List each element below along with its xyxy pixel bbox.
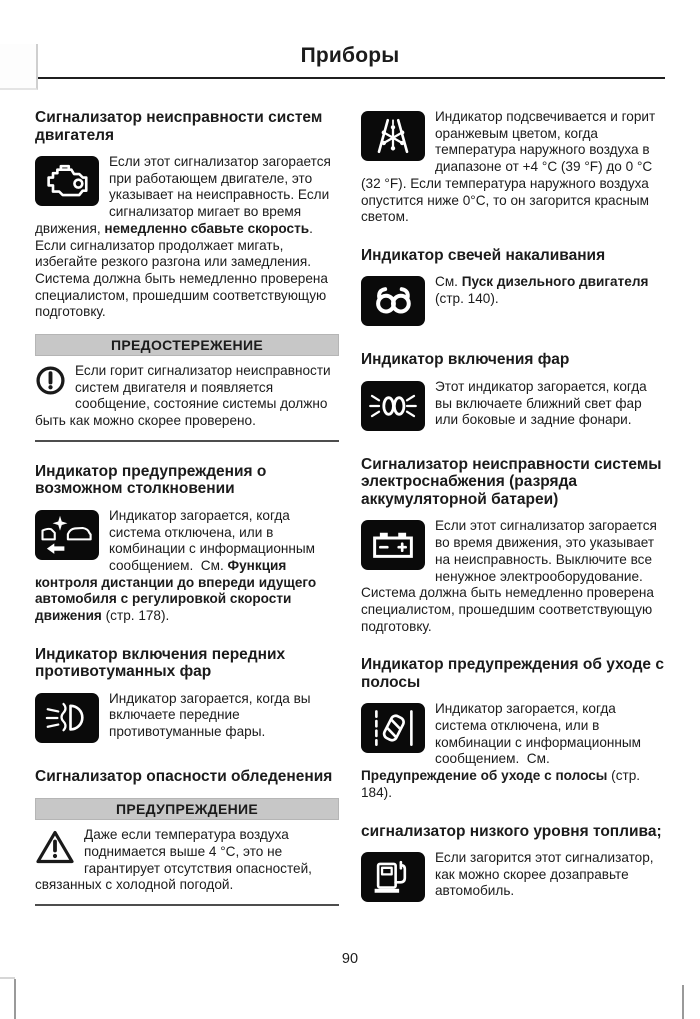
section-heading-glow-plug: Индикатор свечей накаливания bbox=[361, 246, 606, 264]
section-front-fog bbox=[35, 691, 339, 747]
lane-departure-icon bbox=[361, 703, 425, 753]
section-body: См. Пуск дизельного двигателя (стр. 140). bbox=[435, 274, 653, 307]
fuel-pump-icon bbox=[361, 852, 425, 902]
section-lane-departure bbox=[361, 701, 665, 801]
collision-warning-icon bbox=[35, 510, 99, 560]
caution-box-title: ПРЕДОСТЕРЕЖЕНИЕ bbox=[35, 334, 339, 356]
glow-plug-icon bbox=[361, 276, 425, 326]
section-heading-front-fog: Индикатор включения передних противотуманных фар bbox=[35, 645, 286, 681]
warning-box-text: Даже если температура воздуха поднимается выше 4 °С, это не гарантирует отсутствия опасностей, связанных с холодной погодой. bbox=[35, 827, 316, 893]
section-body: Индикатор загорается, когда вы включаете передние противотуманные фары. bbox=[109, 690, 315, 740]
section-body: Если этот сигнализатор загорается во время движения, это указывает на неисправность. Выключите все ненужное электрооборудование. Система должна быть немедленно проверена специалистом, прошедшим соответствующую подготовку. bbox=[361, 518, 661, 634]
section-body: Этот индикатор загорается, когда вы включаете ближний свет фар или боковые и задние фонари. bbox=[435, 378, 651, 428]
title-rule bbox=[35, 77, 665, 79]
section-outside-temp bbox=[361, 109, 665, 226]
section-heading-headlights: Индикатор включения фар bbox=[361, 351, 570, 369]
section-glow-plug bbox=[361, 274, 665, 330]
right-column bbox=[361, 109, 665, 919]
battery-icon bbox=[361, 520, 425, 570]
section-body: Индикатор загорается, когда система отключена, или в комбинации с информационным сообщением. См. Функция контроля дистанции до впереди идущего автомобиля с регулировкой скорости движения (стр. 178). bbox=[35, 507, 321, 624]
warning-box-title: ПРЕДУПРЕЖДЕНИЕ bbox=[35, 798, 339, 820]
section-engine-fault bbox=[35, 154, 339, 321]
exclamation-circle-icon bbox=[35, 365, 66, 401]
section-low-fuel bbox=[361, 850, 665, 906]
scan-artifact-corner bbox=[0, 44, 38, 90]
section-body: Индикатор подсвечивается и горит оранжевым цветом, когда температура наружного воздуха в диапазоне от +4 °С (39 °F) до 0 °С (32 °F). Если температура наружного воздуха опустится ниже 0°С, то он загорится красным светом. bbox=[361, 109, 659, 225]
section-battery bbox=[361, 518, 665, 635]
section-body: Если этот сигнализатор загорается при работающем двигателе, это указывает на неисправность. Если сигнализатор мигает во время движения, немедленно сбавьте скорость. Если сигнализатор продолжает мигать, избегайте резкого разгона или замедления. Система должна быть немедленно проверена специалистом, прошедшим соответствующую подготовку. bbox=[35, 154, 335, 320]
caution-box-text: Если горит сигнализатор неисправности систем двигателя и появляется сообщение, состояние системы должно быть как можно скорее проверено. bbox=[35, 363, 335, 429]
warning-triangle-icon bbox=[35, 829, 75, 870]
scan-artifact-edge-left bbox=[14, 979, 16, 1019]
section-heading-collision: Индикатор предупреждения о возможном столкновении bbox=[35, 462, 267, 498]
section-heading-lane-departure: Индикатор предупреждения об уходе с полосы bbox=[361, 656, 664, 691]
section-headlights bbox=[361, 379, 665, 435]
manual-page bbox=[0, 44, 700, 967]
left-column bbox=[35, 109, 339, 919]
section-body: Если загорится этот сигнализатор, как можно скорее дозаправьте автомобиль. bbox=[435, 850, 658, 899]
front-fog-lamp-icon bbox=[35, 693, 99, 743]
page-title: Приборы bbox=[300, 44, 400, 67]
section-heading-engine-fault: Сигнализатор неисправности систем двигателя bbox=[35, 109, 323, 144]
warning-box bbox=[35, 798, 339, 906]
page-number: 90 bbox=[341, 951, 359, 967]
section-heading-ice-danger: Сигнализатор опасности обледенения bbox=[35, 767, 333, 785]
section-heading-low-fuel: сигнализатор низкого уровня топлива; bbox=[361, 822, 662, 840]
scan-artifact-edge-left-h bbox=[0, 977, 15, 979]
caution-box bbox=[35, 334, 339, 442]
ice-warning-icon bbox=[361, 111, 425, 161]
section-body: Индикатор загорается, когда система отключена, или в комбинации с информационным сообщением. См. Предупреждение об уходе с полосы (стр. 184). bbox=[361, 701, 645, 800]
section-heading-battery: Сигнализатор неисправности системы электроснабжения (разряда аккумуляторной батареи) bbox=[361, 455, 662, 508]
headlight-icon bbox=[361, 381, 425, 431]
section-collision bbox=[35, 508, 339, 625]
scan-artifact-edge-right bbox=[682, 985, 684, 1019]
engine-warning-icon bbox=[35, 156, 99, 206]
